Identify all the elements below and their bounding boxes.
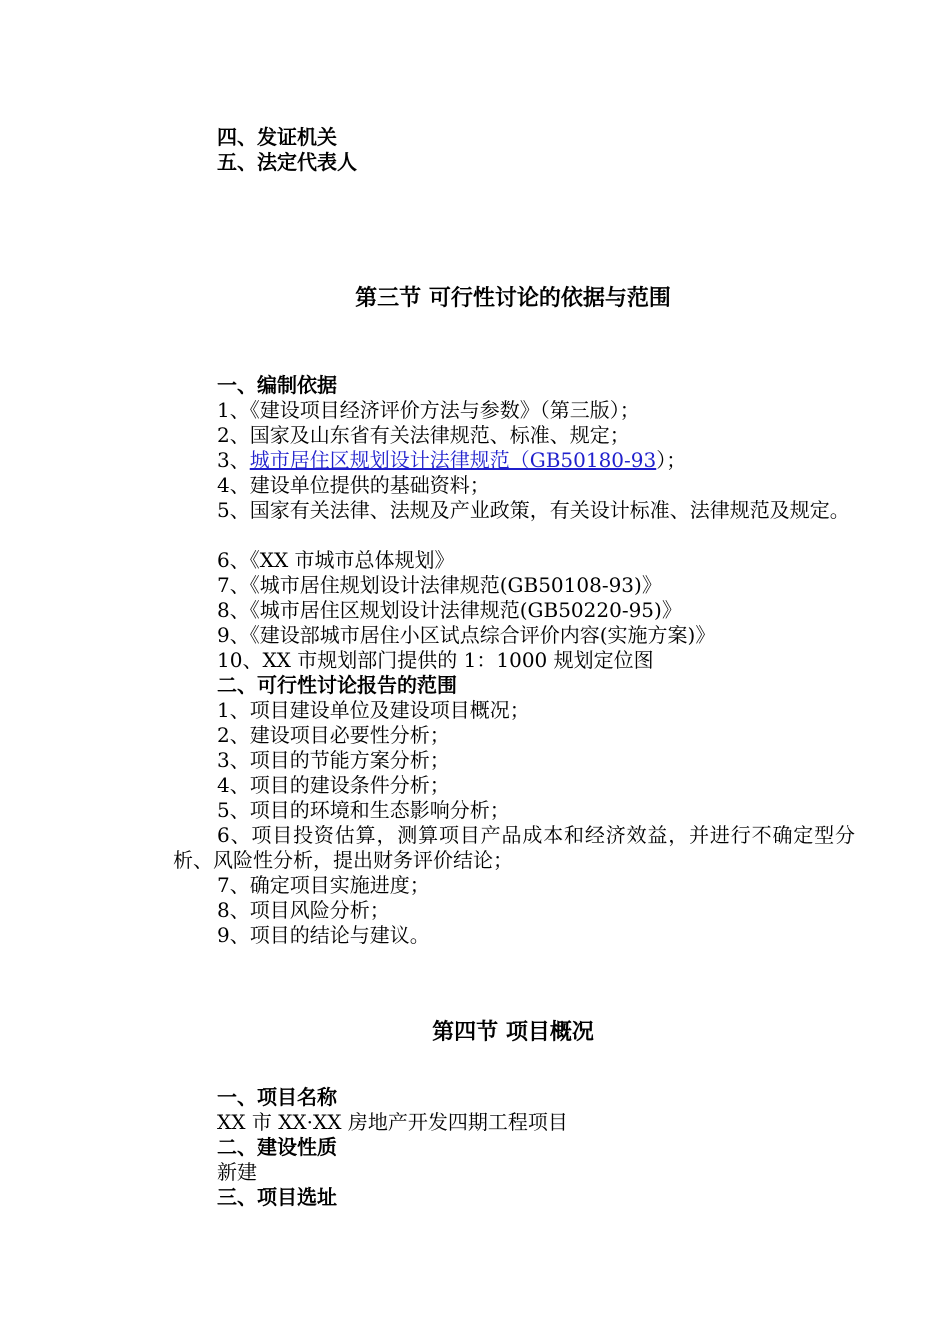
construction-nature-heading: 二、建设性质 bbox=[217, 1135, 337, 1159]
scope-item-5: 5、项目的环境和生态影响分析； bbox=[217, 798, 510, 822]
basis-item-1: 1、《建设项目经济评价方法与参数》（第三版）； bbox=[217, 398, 640, 422]
basis-item-10: 10、XX 市规划部门提供的 1：1000 规划定位图 bbox=[217, 648, 654, 672]
basis-item-2: 2、国家及山东省有关法律规范、标准、规定； bbox=[217, 423, 630, 447]
basis-item-3-suffix: ）； bbox=[656, 448, 687, 472]
basis-item-8: 8、《城市居住区规划设计法律规范(GB50220-95)》 bbox=[217, 598, 682, 622]
scope-item-2: 2、建设项目必要性分析； bbox=[217, 723, 450, 747]
basis-item-6: 6、《XX 市城市总体规划》 bbox=[217, 548, 455, 572]
project-name-value: XX 市 XX·XX 房地产开发四期工程项目 bbox=[217, 1110, 568, 1134]
basis-item-5: 5、国家有关法律、法规及产业政策，有关设计标准、法律规范及规定。 bbox=[217, 498, 850, 522]
construction-nature-value: 新建 bbox=[217, 1160, 257, 1184]
basis-heading: 一、编制依据 bbox=[217, 373, 337, 397]
basis-item-7: 7、《城市居住规划设计法律规范(GB50108-93)》 bbox=[217, 573, 662, 597]
project-name-heading: 一、项目名称 bbox=[217, 1085, 337, 1109]
scope-item-8: 8、项目风险分析； bbox=[217, 898, 390, 922]
scope-item-1: 1、项目建设单位及建设项目概况； bbox=[217, 698, 530, 722]
heading-legal-representative: 五、法定代表人 bbox=[217, 150, 357, 174]
scope-item-6: 6、项目投资估算，测算项目产品成本和经济效益，并进行不确定型分析、风险性分析，提出财务评价结论； bbox=[173, 823, 855, 872]
scope-item-4: 4、项目的建设条件分析； bbox=[217, 773, 450, 797]
project-site-heading: 三、项目选址 bbox=[217, 1185, 337, 1209]
scope-heading: 二、可行性讨论报告的范围 bbox=[217, 673, 457, 697]
basis-item-9: 9、《建设部城市居住小区试点综合评价内容(实施方案)》 bbox=[217, 623, 716, 647]
standard-link[interactable]: 城市居住区规划设计法律规范（GB50180-93 bbox=[249, 448, 657, 472]
basis-item-4: 4、建设单位提供的基础资料； bbox=[217, 473, 490, 497]
heading-issuing-authority: 四、发证机关 bbox=[217, 125, 337, 149]
basis-item-3-prefix: 3、 bbox=[217, 448, 250, 472]
section4-title: 第四节 项目概况 bbox=[432, 1020, 594, 1045]
scope-item-3: 3、项目的节能方案分析； bbox=[217, 748, 450, 772]
scope-item-9: 9、项目的结论与建议。 bbox=[217, 923, 430, 947]
section3-title: 第三节 可行性讨论的依据与范围 bbox=[355, 286, 671, 311]
scope-item-7: 7、确定项目实施进度； bbox=[217, 873, 430, 897]
basis-item-3 bbox=[217, 448, 686, 473]
